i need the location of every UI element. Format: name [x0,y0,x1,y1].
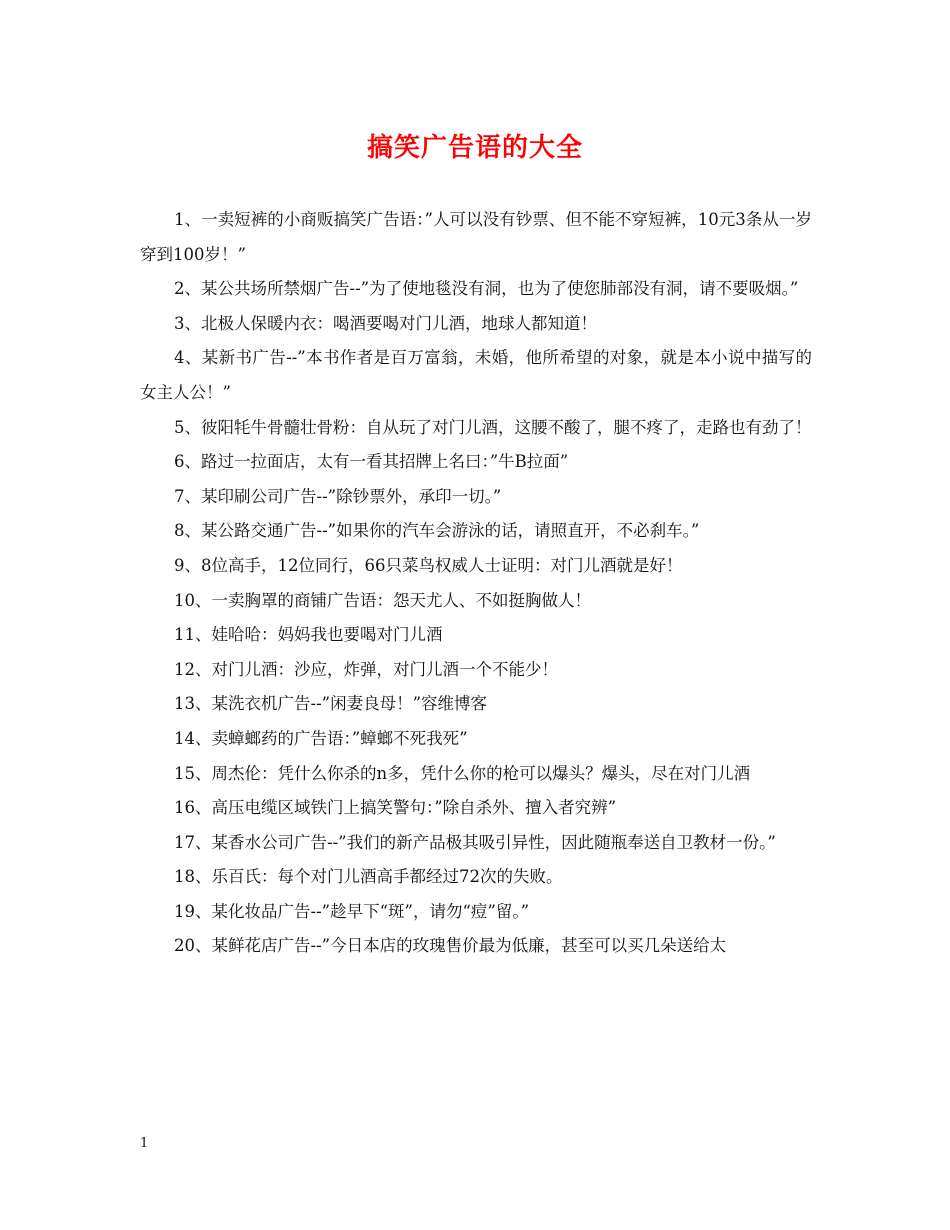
list-item: 20、某鲜花店广告--”今日本店的玫瑰售价最为低廉，甚至可以买几朵送给太 [174,936,727,956]
list-item: 17、某香水公司广告--”我们的新产品极其吸引异性，因此随瓶奉送自卫教材一份。” [174,832,776,852]
page-number: 1 [140,1136,149,1151]
list-item: 15、周杰伦：凭什么你杀的n多，凭什么你的枪可以爆头？爆头，尽在对门儿酒 [174,763,751,783]
list-item: 11、娃哈哈：妈妈我也要喝对门儿酒 [174,625,443,645]
list-item: 1、一卖短裤的小商贩搞笑广告语：”人可以没有钞票、但不能不穿短裤，10元3条从一岁穿到100岁！” [140,210,812,264]
list-item: 4、某新书广告--”本书作者是百万富翁，未婚，他所希望的对象，就是本小说中描写的女主人公！” [140,348,812,402]
list-item: 10、一卖胸罩的商铺广告语：怨天尤人、不如挺胸做人！ [174,590,591,610]
list-item: 8、某公路交通广告--”如果你的汽车会游泳的话，请照直开，不必刹车。” [174,521,700,541]
document-title: 搞笑广告语的大全 [366,133,583,163]
list-item: 5、彼阳牦牛骨髓壮骨粉：自从玩了对门儿酒，这腰不酸了，腿不疼了，走路也有劲了！ [174,417,812,437]
list-item: 16、高压电缆区域铁门上搞笑警句：”除自杀外、擅入者究辨” [174,798,617,818]
list-item: 2、某公共场所禁烟广告--”为了使地毯没有洞，也为了使您肺部没有洞，请不要吸烟。” [174,279,799,299]
list-item: 14、卖蟑螂药的广告语：”蟑螂不死我死” [174,728,468,748]
list-item: 12、对门儿酒：沙应，炸弹，对门儿酒一个不能少！ [174,659,558,679]
document-body [140,203,812,964]
list-item: 6、路过一拉面店，太有一看其招牌上名曰：”牛B拉面” [174,452,569,472]
list-item: 13、某洗衣机广告--”闲妻良母！”容维博客 [174,694,488,714]
list-item: 18、乐百氏：每个对门儿酒高手都经过72次的失败。 [174,867,563,887]
list-item: 19、某化妆品广告--”趁早下“斑”，请勿“痘”留。” [174,901,530,921]
list-item: 9、8位高手，12位同行，66只菜鸟权威人士证明：对门儿酒就是好！ [174,555,683,575]
list-item: 3、北极人保暖内衣：喝酒要喝对门儿酒，地球人都知道！ [174,313,597,333]
list-item: 7、某印刷公司广告--”除钞票外，承印一切。” [174,486,502,506]
